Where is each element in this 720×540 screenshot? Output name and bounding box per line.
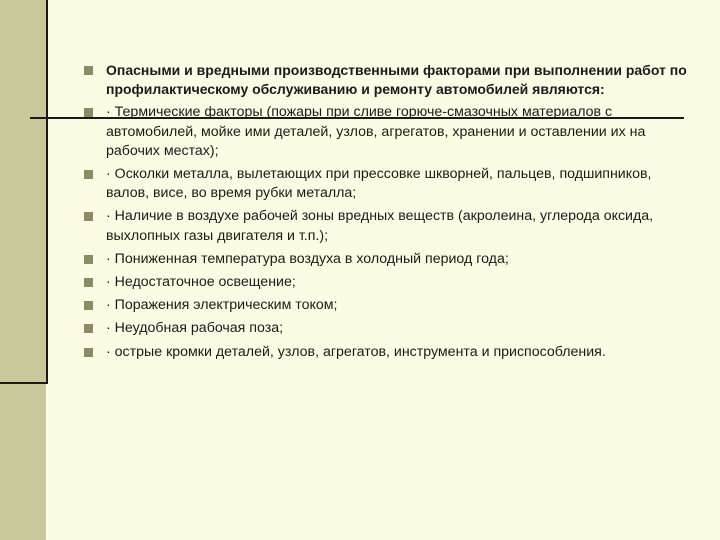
square-bullet-icon <box>84 324 93 333</box>
list-item-text: · острые кромки деталей, узлов, агрегатов, инструмента и приспособления. <box>106 343 606 360</box>
left-band-horizontal-rule <box>0 382 48 384</box>
slide-title <box>82 61 688 99</box>
square-bullet-icon <box>84 108 93 117</box>
slide-title-text: Опасными и вредными производственными факторами при выполнении работ по профилактическому обслуживанию и ремонту автомобилей являются: <box>106 62 687 98</box>
square-bullet-icon <box>84 255 93 264</box>
left-decorative-band <box>0 0 46 540</box>
list-item-work-posture <box>82 319 688 338</box>
square-bullet-icon <box>84 278 93 287</box>
list-item-text: · Пониженная температура воздуха в холодный период года; <box>106 250 509 267</box>
list-item-text: · Наличие в воздухе рабочей зоны вредных веществ (акролеина, углерода оксида, выхлопных газы двигателя и т.п.); <box>106 208 654 244</box>
list-item-text: · Термические факторы (пожары при сливе горюче-смазочных материалов с автомобилей, мойке ими деталей, узлов, агрегатов, хранении и оставлении их на рабочих местах); <box>106 104 646 159</box>
square-bullet-icon <box>84 66 93 75</box>
list-item-thermal <box>82 103 688 161</box>
square-bullet-icon <box>84 212 93 221</box>
list-item-text: · Неудобная рабочая поза; <box>106 320 284 337</box>
square-bullet-icon <box>84 170 93 179</box>
list-item-text: · Недостаточное освещение; <box>106 274 296 291</box>
square-bullet-icon <box>84 301 93 310</box>
list-item-text: · Осколки металла, вылетающих при прессовке шкворней, пальцев, подшипников, валов, висе, во время рубки металла; <box>106 166 652 202</box>
left-band-vertical-rule <box>46 0 48 383</box>
list-item-metal-fragments <box>82 165 688 203</box>
list-item-poor-lighting <box>82 273 688 292</box>
list-item-sharp-edges <box>82 343 688 362</box>
square-bullet-icon <box>84 348 93 357</box>
list-item-low-temperature <box>82 250 688 269</box>
list-item-text: · Поражения электрическим током; <box>106 297 338 314</box>
list-item-electric-shock <box>82 296 688 315</box>
slide-content <box>82 61 688 362</box>
list-item-harmful-substances <box>82 207 688 245</box>
